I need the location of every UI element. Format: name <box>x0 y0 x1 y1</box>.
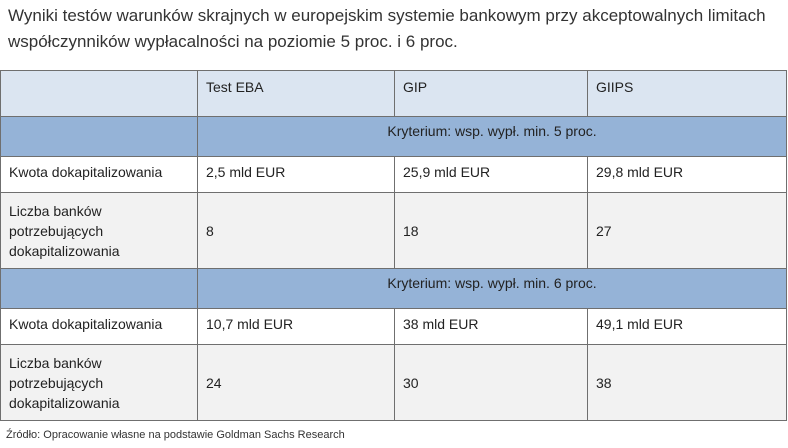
table-row <box>1 309 787 345</box>
table-cell: 29,8 mld EUR <box>588 157 787 193</box>
table-cell: 38 mld EUR <box>395 309 588 345</box>
criterion-cell-empty <box>1 117 198 157</box>
table-cell: 25,9 mld EUR <box>395 157 588 193</box>
row-label <box>1 345 198 421</box>
table-cell: 2,5 mld EUR <box>198 157 395 193</box>
row-label-line: dokapitalizowania <box>9 242 120 259</box>
row-label-line: potrzebujących <box>9 222 104 239</box>
header-cell-giips: GIIPS <box>588 71 787 117</box>
criterion-row-6 <box>1 269 787 309</box>
row-label-line: Liczba banków <box>9 354 102 371</box>
criterion-label: Kryterium: wsp. wypł. min. 6 proc. <box>198 269 787 309</box>
table-cell: 10,7 mld EUR <box>198 309 395 345</box>
row-label-line: potrzebujących <box>9 374 104 391</box>
source-note: Źródło: Opracowanie własne na podstawie Goldman Sachs Research <box>6 429 345 441</box>
row-label: Kwota dokapitalizowania <box>1 309 198 345</box>
table-row <box>1 345 787 421</box>
page-title: Wyniki testów warunków skrajnych w europejskim systemie bankowym przy akceptowalnych limitach współczynników wypłacalności na poziomie 5 proc. i 6 proc. <box>8 6 766 51</box>
table-header-row <box>1 71 787 117</box>
header-cell-gip: GIP <box>395 71 588 117</box>
row-label <box>1 193 198 269</box>
table-cell: 18 <box>395 193 588 269</box>
criterion-cell-empty <box>1 269 198 309</box>
header-cell-empty <box>1 71 198 117</box>
table-row <box>1 157 787 193</box>
table-row <box>1 193 787 269</box>
row-label-line: dokapitalizowania <box>9 394 120 411</box>
stress-test-table <box>0 70 787 421</box>
table-cell: 24 <box>198 345 395 421</box>
row-label-line: Liczba banków <box>9 202 102 219</box>
header-cell-test-eba: Test EBA <box>198 71 395 117</box>
criterion-label: Kryterium: wsp. wypł. min. 5 proc. <box>198 117 787 157</box>
table-cell: 38 <box>588 345 787 421</box>
row-label: Kwota dokapitalizowania <box>1 157 198 193</box>
table-cell: 8 <box>198 193 395 269</box>
criterion-row-5 <box>1 117 787 157</box>
table-cell: 49,1 mld EUR <box>588 309 787 345</box>
table-cell: 30 <box>395 345 588 421</box>
table-cell: 27 <box>588 193 787 269</box>
